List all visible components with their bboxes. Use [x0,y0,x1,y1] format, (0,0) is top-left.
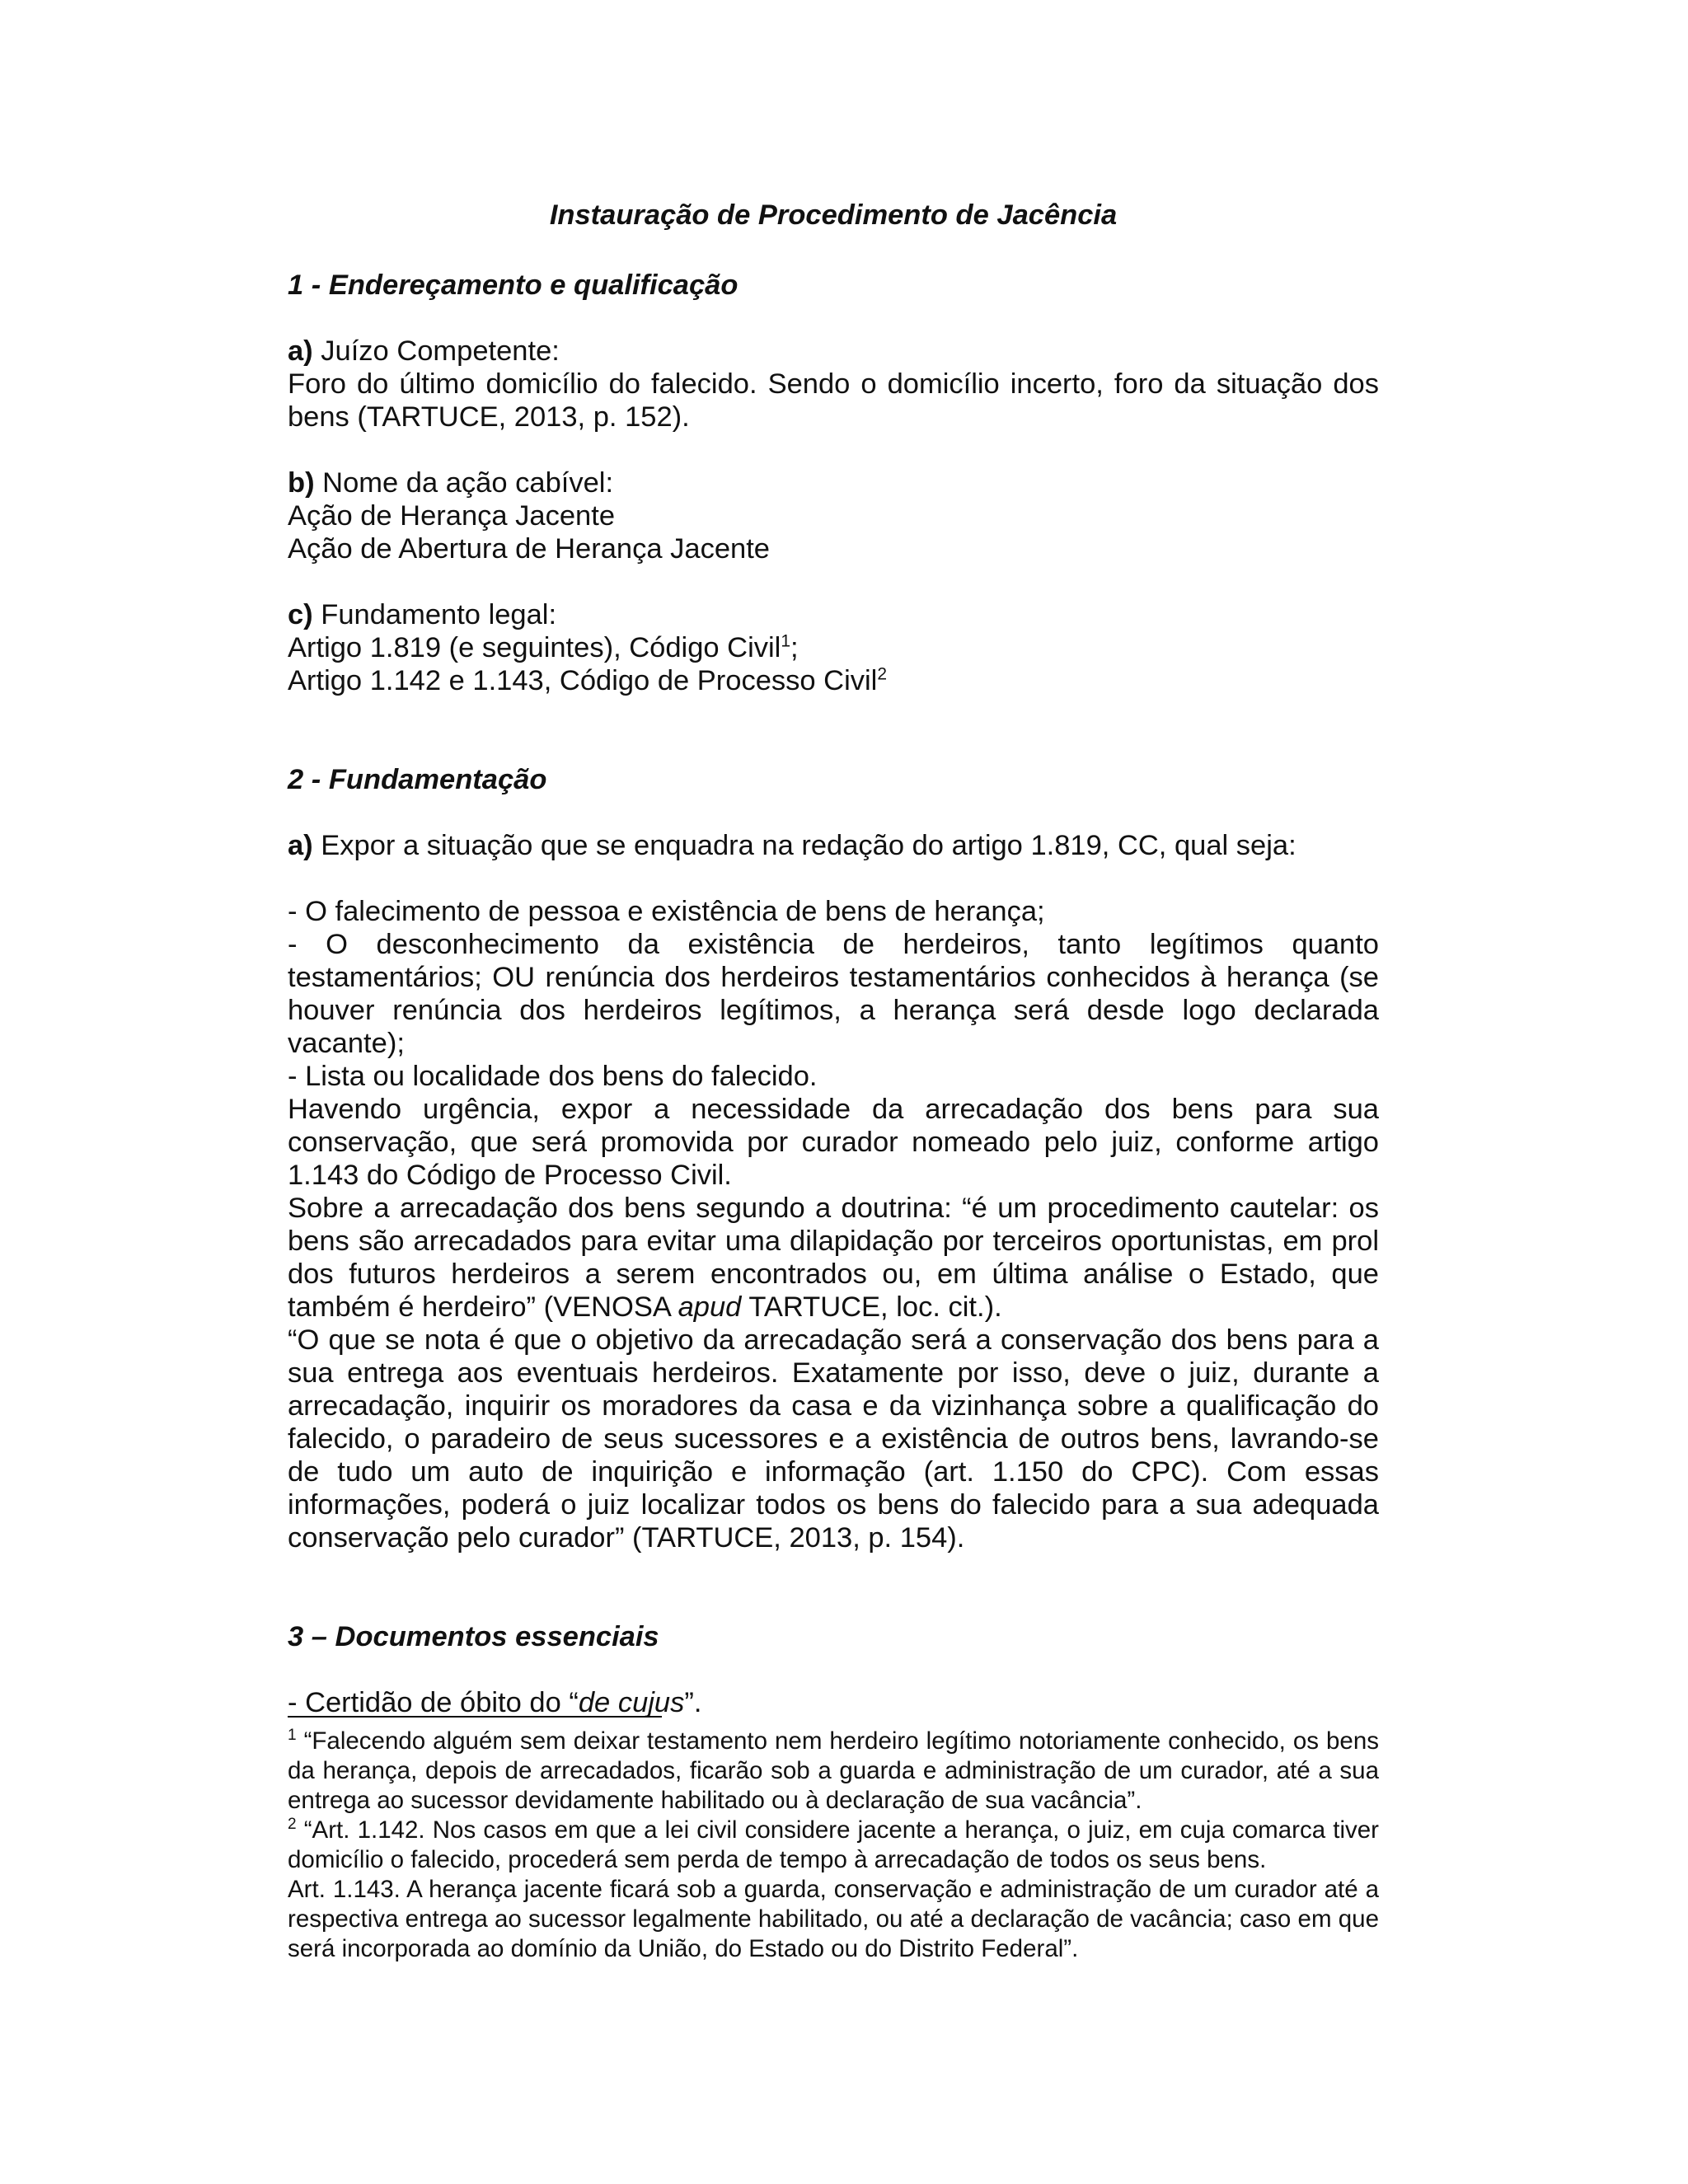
document-title: Instauração de Procedimento de Jacência [549,199,1118,231]
nome-acao-line-2: Ação de Abertura de Herança Jacente [288,533,770,565]
footnote-1: $^1$ “Falecendo alguém sem deixar testamento nem herdeiro legítimo notoriamente conhecido, os bens da herança, depois de arrecadados, ficarão sob a guarda e administração de um curador, até a sua entrega ao sucessor devidamente habilitado ou à declaração de sua vacância”. [288,1727,1379,1814]
juizo-competente-label: a) Juízo Competente: [288,335,560,367]
paragraph-doutrina: Sobre a arrecadação dos bens segundo a doutrina: “é um procedimento cautelar: os bens são arrecadados para evitar uma dilapidação por terceiros oportunistas, em prol dos futuros herdeiros a serem encontrados ou, em última análise o Estado, que também é herdeiro” (VENOSA apud TARTUCE, loc. cit.). [288,1193,1379,1323]
nome-acao-line-1: Ação de Herança Jacente [288,500,616,532]
list-item: - O desconhecimento da existência de herdeiros, tanto legítimos quanto testamentários; OU renúncia dos herdeiros testamentários conhecidos à herança (se houver renúncia dos herdeiros legítimos, a herança será desde logo declarada vacante); [288,929,1379,1059]
section-3-heading: 3 – Documentos essenciais [288,1621,659,1652]
fundamento-legal-label: c) Fundamento legal: [288,599,557,630]
list-item: - Certidão de óbito do “de cujus”. [288,1687,702,1718]
footnote-ref-1[interactable]: 1 [781,631,790,651]
section-1-heading: 1 - Endereçamento e qualificação [288,269,738,301]
list-item: - O falecimento de pessoa e existência de bens de herança; [288,896,1045,927]
section-2-heading: 2 - Fundamentação [288,764,547,795]
footnote-ref-2[interactable]: 2 [877,664,888,684]
fundamentacao-intro: a) Expor a situação que se enquadra na redação do artigo 1.819, CC, qual seja: [288,830,1296,861]
list-item: - Lista ou localidade dos bens do falecido. [288,1061,818,1092]
document-body [288,199,1379,1719]
footnotes [288,1727,1379,1964]
footnote-separator [288,1716,662,1718]
fundamento-legal-line-2: Artigo 1.142 e 1.143, Código de Processo Civil$^2$ [288,664,888,696]
paragraph-citacao: “O que se nota é que o objetivo da arrecadação será a conservação dos bens para a sua entrega aos eventuais herdeiros. Exatamente por isso, deve o juiz, durante a arrecadação, inquirir os moradores da casa e da vizinhança sobre a qualificação do falecido, o paradeiro de seus sucessores e a existência de outros bens, lavrando-se de tudo um auto de inquirição e informação (art. 1.150 do CPC). Com essas informações, poderá o juiz localizar todos os bens do falecido para a sua adequada conservação pelo curador” (TARTUCE, 2013, p. 154). [288,1324,1379,1554]
footnote-2-continued: Art. 1.143. A herança jacente ficará sob a guarda, conservação e administração de um curador até a respectiva entrega ao sucessor legalmente habilitado, ou até a declaração de vacância; caso em que será incorporada ao domínio da União, do Estado ou do Distrito Federal”. [288,1876,1379,1962]
fundamento-legal-line-1: Artigo 1.819 (e seguintes), Código Civil$^1$; [288,631,799,663]
juizo-competente-text: Foro do último domicílio do falecido. Sendo o domicílio incerto, foro da situação dos bens (TARTUCE, 2013, p. 152). [288,368,1379,433]
footnote-2: $^2$ “Art. 1.142. Nos casos em que a lei civil considere jacente a herança, o juiz, em cuja comarca tiver domicílio o falecido, procederá sem perda de tempo à arrecadação de todos os seus bens. [288,1816,1379,1873]
footnote-1-mark: 1 [288,1727,297,1745]
nome-acao-label: b) Nome da ação cabível: [288,467,614,499]
footnote-2-mark: 2 [288,1816,297,1834]
paragraph-urgencia: Havendo urgência, expor a necessidade da arrecadação dos bens para sua conservação, que será promovida por curador nomeado pelo juiz, conforme artigo 1.143 do Código de Processo Civil. [288,1094,1379,1191]
